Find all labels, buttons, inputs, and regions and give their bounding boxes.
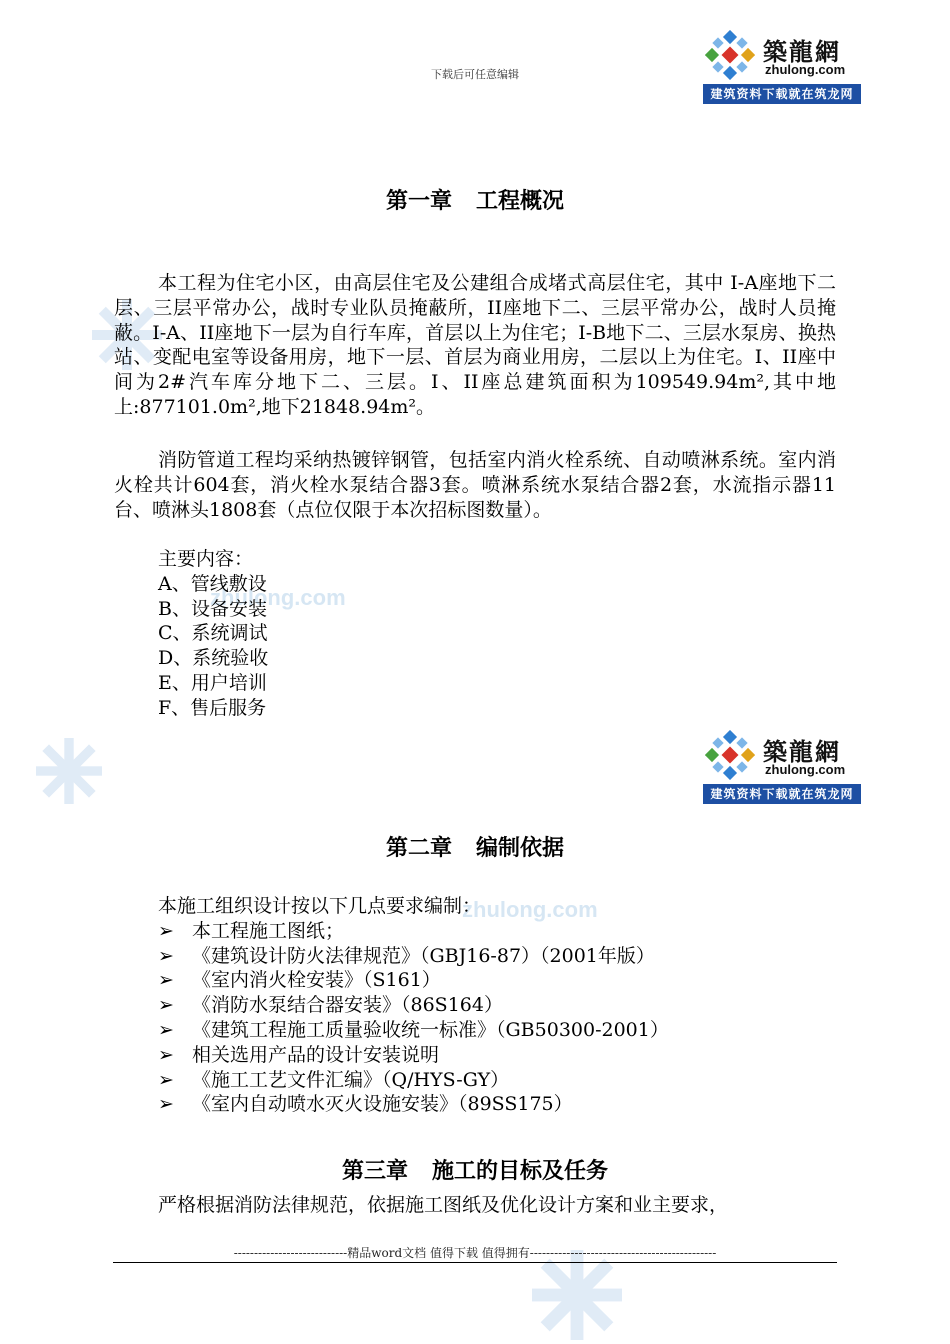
chapter-1-paragraph-2: 消防管道工程均采纳热镀锌钢管，包括室内消火栓系统、自动喷淋系统。室内消火栓共计604套，消火栓水泵结合器3套。喷淋系统水泵结合器2套，水流指示器11台、喷淋头1808套（点位仅限于本次招标图数量）。 bbox=[114, 449, 836, 521]
list-item: A、管线敷设 bbox=[158, 572, 267, 595]
chapter-3-heading bbox=[0, 1154, 950, 1185]
footer-text: ----------------------------精品word文档 值得下载 值得拥有---------------------------------------------- bbox=[233, 1246, 717, 1260]
zhulong-snowflake-icon bbox=[705, 30, 755, 80]
list-item-text: 《消防水泵结合器安装》（86S164） bbox=[192, 994, 503, 1017]
logo-name: 築龍網 bbox=[763, 737, 841, 766]
list-item bbox=[158, 1068, 669, 1093]
list-item: B、设备安装 bbox=[158, 597, 267, 620]
watermark-text: zhulong.com bbox=[462, 897, 598, 922]
chapter-2-title: 编制依据 bbox=[476, 836, 565, 861]
list-item bbox=[158, 944, 669, 969]
bullet-arrow-icon: ➢ bbox=[158, 1093, 174, 1116]
logo-name: 築龍網 bbox=[763, 37, 841, 66]
list-item: F、售后服务 bbox=[158, 696, 267, 719]
chapter-2-heading bbox=[0, 831, 950, 862]
list-item-text: 本工程施工图纸； bbox=[192, 919, 345, 942]
list-item bbox=[158, 968, 669, 993]
list-item-text: 《室内自动喷水灭火设施安装》（89SS175） bbox=[192, 1093, 573, 1116]
watermark-text: zhulong.com bbox=[210, 585, 346, 610]
logo-domain: zhulong.com bbox=[765, 762, 846, 777]
bullet-arrow-icon: ➢ bbox=[158, 1043, 174, 1066]
chapter-2-intro: 本施工组织设计按以下几点要求编制： bbox=[158, 895, 482, 917]
list-item bbox=[158, 1043, 669, 1068]
list-item-text: 《建筑设计防火法律规范》（GBJ16-87）（2001年版） bbox=[192, 944, 655, 967]
bullet-arrow-icon: ➢ bbox=[158, 919, 174, 942]
chapter-3-paragraph-1: 严格根据消防法律规范，依据施工图纸及优化设计方案和业主要求， bbox=[158, 1194, 729, 1216]
bullet-arrow-icon: ➢ bbox=[158, 969, 174, 992]
list-item-text: 相关选用产品的设计安装说明 bbox=[192, 1043, 440, 1066]
list-item bbox=[158, 993, 669, 1018]
chapter-1-heading bbox=[0, 184, 950, 215]
watermark-snowflake-icon bbox=[36, 738, 102, 804]
list-item-text: 《施工工艺文件汇编》（Q/HYS-GY） bbox=[192, 1068, 510, 1091]
list-item bbox=[158, 1092, 669, 1117]
chapter-2-basis-list bbox=[158, 894, 669, 1117]
zhulong-logo bbox=[703, 726, 861, 804]
contents-label: 主要内容： bbox=[158, 548, 254, 570]
watermark-snowflake-icon bbox=[532, 1250, 622, 1340]
bullet-arrow-icon: ➢ bbox=[158, 994, 174, 1017]
chapter-1-number: 第一章 bbox=[385, 189, 452, 214]
list-item: C、系统调试 bbox=[158, 622, 268, 645]
list-item bbox=[158, 1018, 669, 1043]
list-item: E、用户培训 bbox=[158, 671, 267, 694]
list-item-text: 《室内消火栓安装》（S161） bbox=[192, 969, 441, 992]
chapter-2-number: 第二章 bbox=[385, 836, 452, 861]
chapter-1-title: 工程概况 bbox=[476, 189, 565, 214]
header-note: 下载后可任意编辑 bbox=[431, 68, 519, 81]
list-item-text: 《建筑工程施工质量验收统一标准》（GB50300-2001） bbox=[192, 1018, 669, 1041]
zhulong-snowflake-icon bbox=[705, 730, 755, 780]
bullet-arrow-icon: ➢ bbox=[158, 1068, 174, 1091]
logo-domain: zhulong.com bbox=[765, 62, 846, 77]
logo-slogan: 建筑资料下载就在筑龙网 bbox=[703, 84, 861, 104]
chapter-3-number: 第三章 bbox=[341, 1159, 408, 1184]
bullet-arrow-icon: ➢ bbox=[158, 944, 174, 967]
chapter-3-title: 施工的目标及任务 bbox=[432, 1159, 609, 1184]
chapter-1-contents bbox=[158, 547, 268, 721]
footer-divider bbox=[113, 1262, 837, 1263]
bullet-arrow-icon: ➢ bbox=[158, 1018, 174, 1041]
logo-slogan: 建筑资料下载就在筑龙网 bbox=[703, 784, 861, 804]
zhulong-logo bbox=[703, 26, 861, 104]
list-item: D、系统验收 bbox=[158, 647, 269, 670]
list-item bbox=[158, 919, 669, 944]
chapter-1-paragraph-1: 本工程为住宅小区，由高层住宅及公建组合成堵式高层住宅，其中 I-A座地下二层、三层平常办公，战时专业队员掩蔽所，II座地下二、三层平常办公，战时人员掩蔽。I-A、II座地下一层为自行车库，首层以上为住宅；I-B地下二、三层水泵房、换热站、变配电室等设备用房，地下一层、首层为商业用房，二层以上为住宅。I、II座中间为2#汽车库分地下二、三层。I、II座总建筑面积为109549.94m²,其中地上:877101.0m²,地下21848.94m²。 bbox=[114, 272, 836, 418]
